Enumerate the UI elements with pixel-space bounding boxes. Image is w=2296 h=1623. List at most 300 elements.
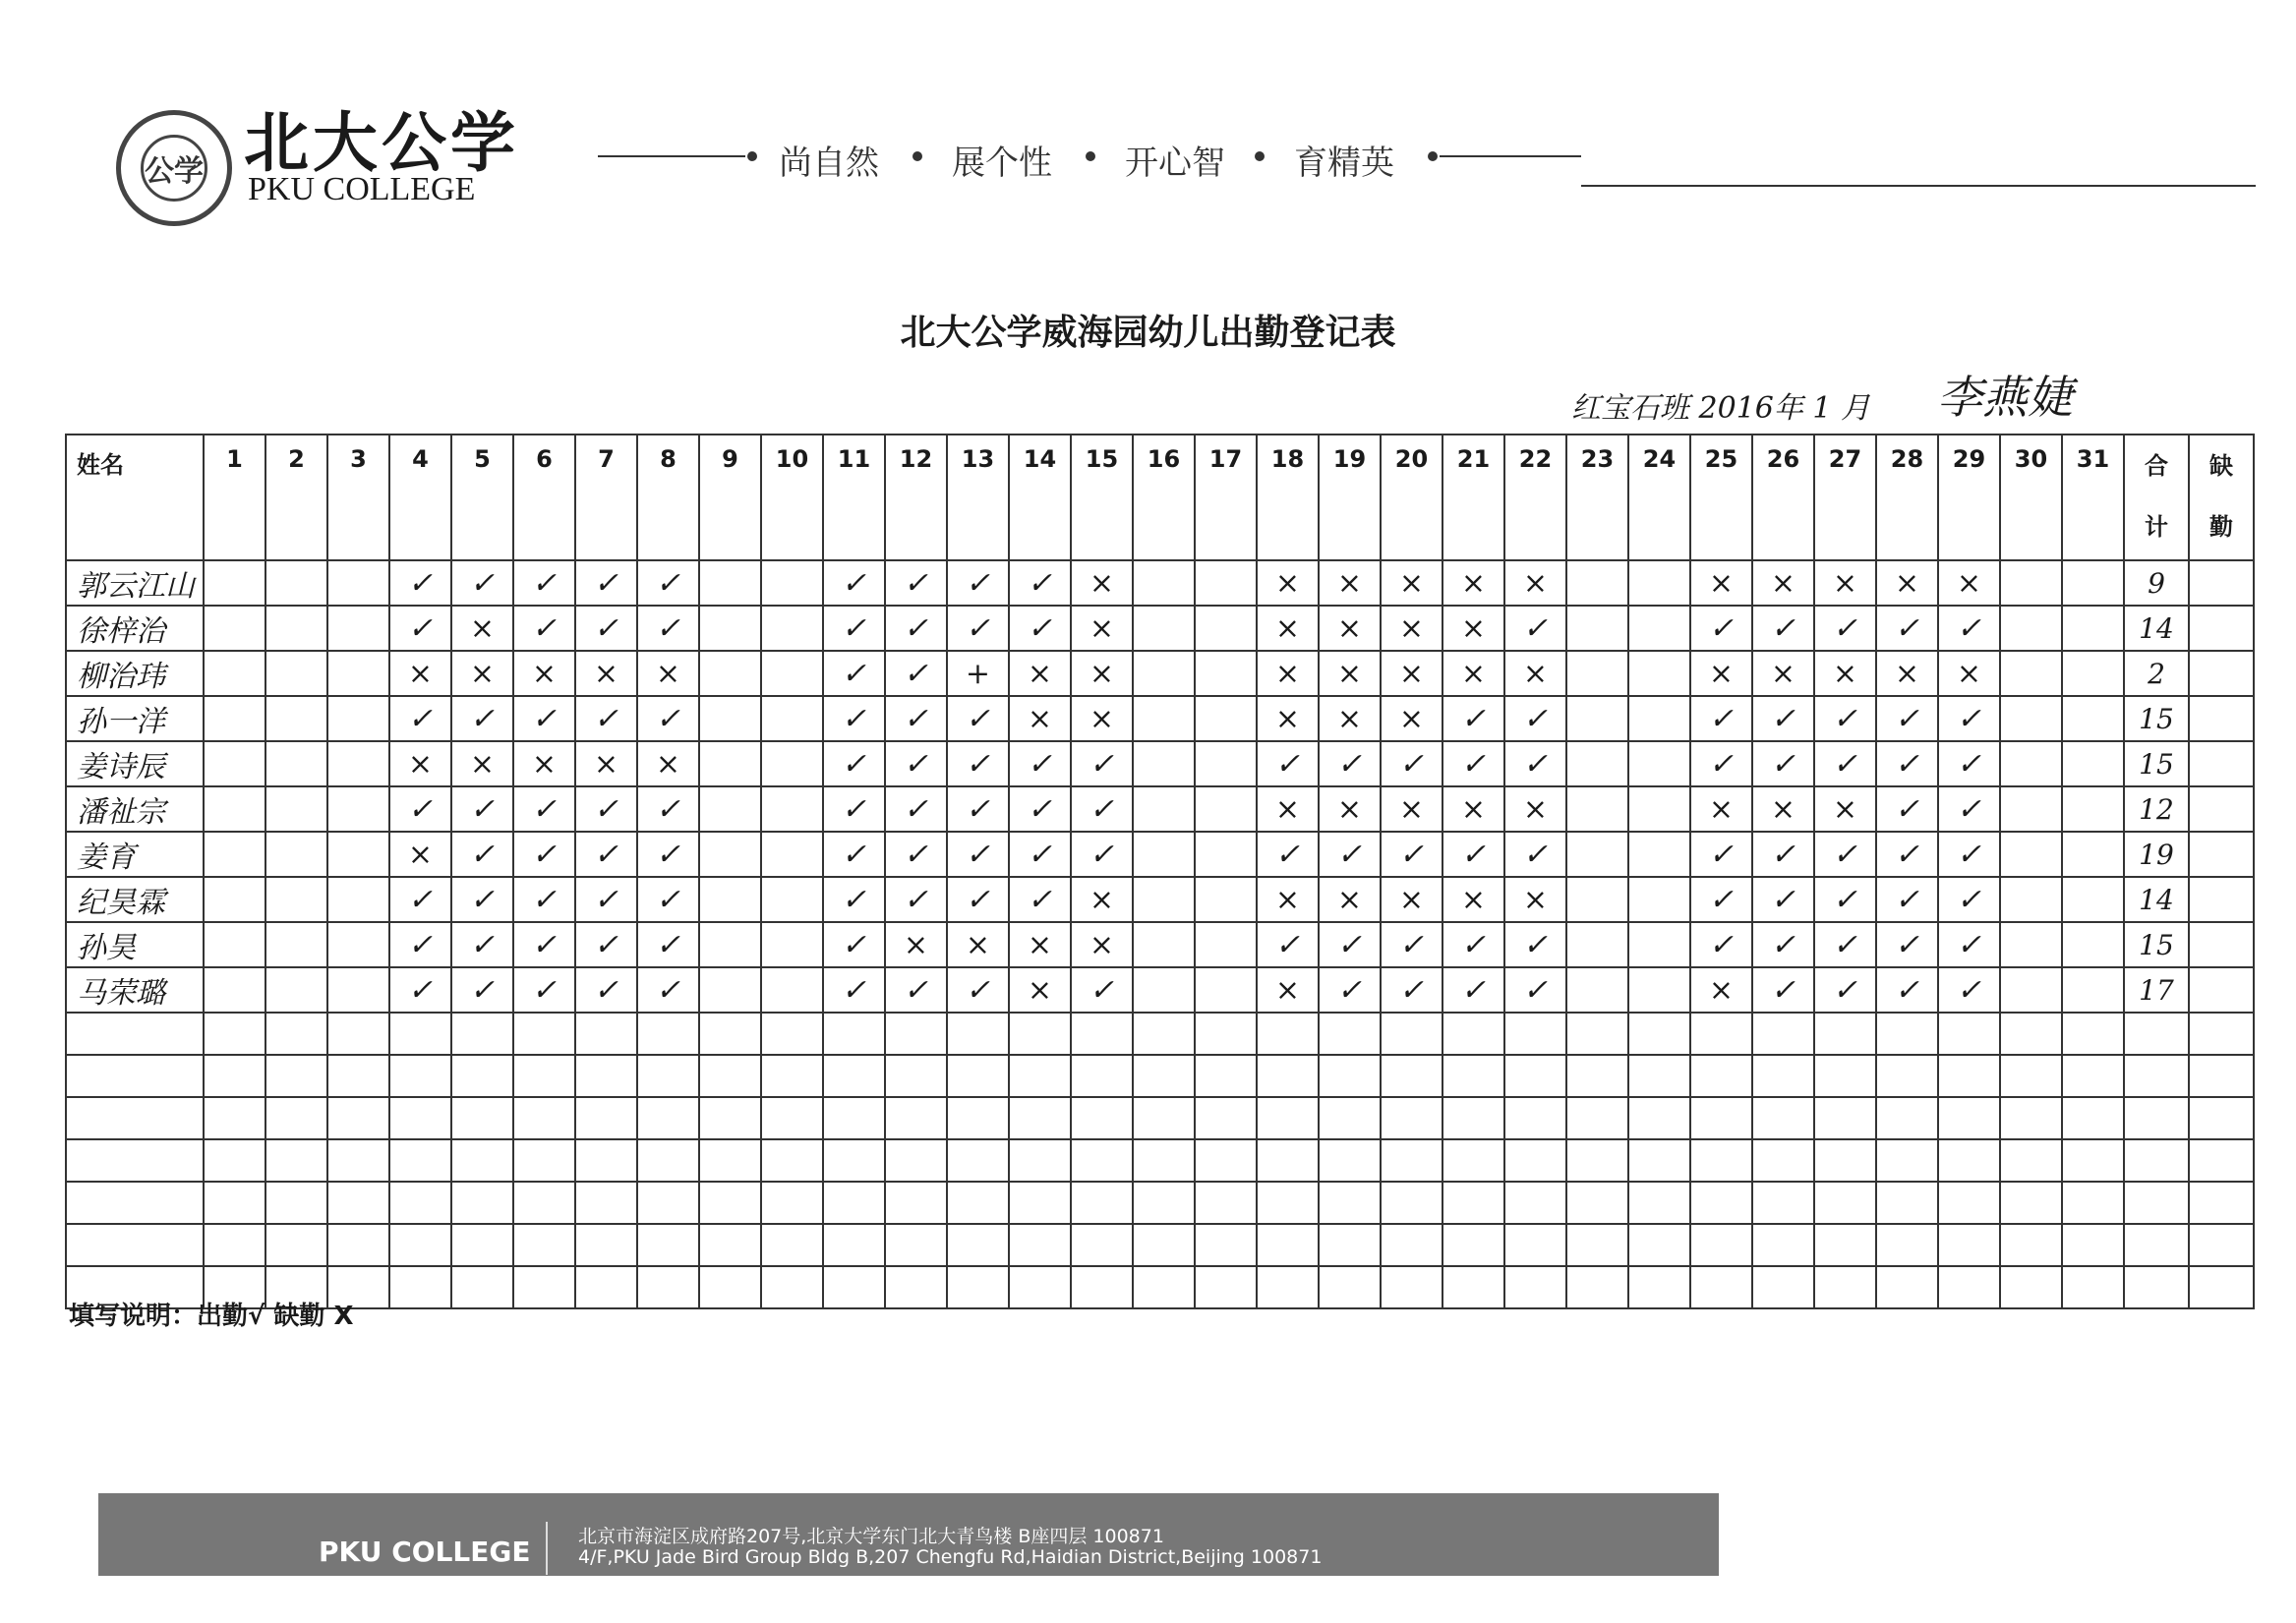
student-name: 郭云江山	[66, 560, 204, 606]
attendance-mark	[761, 696, 823, 741]
attendance-mark: ✓	[1442, 832, 1504, 877]
day-column-header: 19	[1319, 435, 1381, 560]
attendance-mark	[204, 786, 265, 832]
student-name: 孙昊	[66, 922, 204, 967]
attendance-mark	[1009, 1182, 1071, 1224]
attendance-mark	[1442, 1013, 1504, 1055]
day-column-header: 7	[575, 435, 637, 560]
attendance-mark: ✓	[1876, 877, 1938, 922]
attendance-mark: ✓	[1814, 696, 1876, 741]
attendance-mark	[2000, 1055, 2062, 1097]
attendance-mark	[761, 922, 823, 967]
attendance-mark	[637, 1182, 699, 1224]
day-column-header: 2	[265, 435, 327, 560]
attendance-total: 15	[2124, 922, 2189, 967]
day-column-header: 23	[1566, 435, 1628, 560]
attendance-mark: ×	[1009, 967, 1071, 1013]
attendance-mark	[1133, 1266, 1195, 1308]
attendance-mark	[1381, 1266, 1442, 1308]
attendance-total: 14	[2124, 606, 2189, 651]
attendance-mark	[1690, 1224, 1752, 1266]
student-name	[66, 1013, 204, 1055]
attendance-mark: ✓	[1257, 832, 1319, 877]
slogan-dot	[1086, 151, 1095, 161]
attendance-mark: ✓	[1442, 696, 1504, 741]
day-column-header: 27	[1814, 435, 1876, 560]
attendance-mark: ✓	[1814, 877, 1876, 922]
attendance-mark	[327, 696, 389, 741]
attendance-mark	[1814, 1266, 1876, 1308]
attendance-mark	[823, 1139, 885, 1182]
attendance-mark	[761, 1182, 823, 1224]
student-name	[66, 1139, 204, 1182]
attendance-mark	[1938, 1013, 2000, 1055]
attendance-mark	[1628, 560, 1690, 606]
attendance-mark	[1319, 1055, 1381, 1097]
attendance-mark	[2000, 1266, 2062, 1308]
attendance-mark	[2062, 651, 2124, 696]
attendance-mark	[1195, 560, 1257, 606]
attendance-mark: ✓	[947, 606, 1009, 651]
attendance-mark: ✓	[947, 967, 1009, 1013]
slogan-item: 尚自然	[779, 144, 879, 183]
attendance-mark: ×	[575, 651, 637, 696]
day-column-header: 20	[1381, 435, 1442, 560]
attendance-mark: ✓	[1071, 786, 1133, 832]
attendance-mark	[1876, 1097, 1938, 1139]
attendance-mark	[265, 560, 327, 606]
attendance-mark: ✓	[823, 741, 885, 786]
attendance-mark	[2062, 1224, 2124, 1266]
slogan-dot	[1428, 151, 1438, 161]
attendance-mark: ✓	[1381, 922, 1442, 967]
attendance-mark	[699, 741, 761, 786]
attendance-mark	[1071, 1097, 1133, 1139]
attendance-mark	[2000, 606, 2062, 651]
attendance-mark: ×	[1319, 606, 1381, 651]
attendance-mark	[1133, 877, 1195, 922]
absent-column-header-line: 缺	[2209, 452, 2233, 480]
attendance-mark	[1690, 1182, 1752, 1224]
attendance-mark	[1133, 651, 1195, 696]
absence-count	[2189, 1139, 2254, 1182]
attendance-mark: ✓	[1876, 696, 1938, 741]
attendance-mark	[1876, 1182, 1938, 1224]
attendance-mark	[575, 1139, 637, 1182]
day-column-header: 30	[2000, 435, 2062, 560]
attendance-mark: ✓	[513, 967, 575, 1013]
attendance-mark: ✓	[1690, 832, 1752, 877]
student-name: 潘祉宗	[66, 786, 204, 832]
attendance-mark	[1319, 1224, 1381, 1266]
attendance-mark	[885, 1013, 947, 1055]
attendance-mark: ✓	[575, 832, 637, 877]
attendance-mark	[1319, 1097, 1381, 1139]
attendance-mark: ✓	[1442, 741, 1504, 786]
attendance-mark	[699, 877, 761, 922]
total-column-header-line: 计	[2145, 513, 2168, 541]
attendance-mark	[761, 967, 823, 1013]
attendance-mark	[637, 1139, 699, 1182]
attendance-mark: ×	[1319, 786, 1381, 832]
attendance-mark	[204, 877, 265, 922]
attendance-mark: ✓	[513, 606, 575, 651]
attendance-mark	[1566, 741, 1628, 786]
attendance-mark: ×	[1257, 967, 1319, 1013]
slogan-dot	[747, 151, 757, 161]
attendance-mark	[699, 1266, 761, 1308]
attendance-total	[2124, 1013, 2189, 1055]
table-row	[66, 1055, 2254, 1097]
attendance-mark	[1504, 1224, 1566, 1266]
table-row	[66, 786, 2254, 832]
attendance-mark	[1381, 1182, 1442, 1224]
attendance-mark: ×	[1876, 560, 1938, 606]
absence-count	[2189, 1013, 2254, 1055]
attendance-mark: ✓	[885, 832, 947, 877]
day-column-header: 17	[1195, 435, 1257, 560]
attendance-mark	[761, 786, 823, 832]
attendance-mark	[885, 1055, 947, 1097]
attendance-mark	[204, 560, 265, 606]
attendance-mark	[1195, 967, 1257, 1013]
attendance-mark	[1133, 1139, 1195, 1182]
attendance-mark	[2062, 1013, 2124, 1055]
attendance-mark: ✓	[1504, 967, 1566, 1013]
table-row	[66, 741, 2254, 786]
day-column-header: 4	[389, 435, 451, 560]
attendance-mark: ✓	[1814, 606, 1876, 651]
attendance-mark	[1628, 741, 1690, 786]
table-row	[66, 1182, 2254, 1224]
attendance-mark	[1071, 1182, 1133, 1224]
attendance-mark: ✓	[947, 786, 1009, 832]
attendance-mark: ×	[1690, 967, 1752, 1013]
student-name: 马荣璐	[66, 967, 204, 1013]
attendance-mark: ✓	[1071, 832, 1133, 877]
attendance-mark	[1133, 741, 1195, 786]
attendance-mark: ×	[1381, 651, 1442, 696]
attendance-mark	[761, 741, 823, 786]
attendance-mark: ✓	[513, 832, 575, 877]
attendance-mark	[699, 832, 761, 877]
attendance-mark	[637, 1224, 699, 1266]
day-column-header: 18	[1257, 435, 1319, 560]
attendance-mark: ✓	[947, 877, 1009, 922]
attendance-mark	[451, 1182, 513, 1224]
attendance-mark	[1195, 786, 1257, 832]
attendance-mark	[327, 1182, 389, 1224]
attendance-mark	[2000, 877, 2062, 922]
attendance-mark	[327, 1013, 389, 1055]
attendance-mark: ×	[1071, 922, 1133, 967]
attendance-mark: ✓	[823, 786, 885, 832]
absent-column-header-line: 勤	[2209, 513, 2233, 541]
day-column-header: 10	[761, 435, 823, 560]
attendance-mark: ✓	[1504, 922, 1566, 967]
attendance-mark: ✓	[1938, 922, 2000, 967]
attendance-mark	[699, 560, 761, 606]
attendance-mark: ✓	[1690, 877, 1752, 922]
attendance-mark: ✓	[389, 560, 451, 606]
absence-count	[2189, 877, 2254, 922]
day-column-header: 21	[1442, 435, 1504, 560]
attendance-mark	[1195, 741, 1257, 786]
attendance-mark: ✓	[389, 786, 451, 832]
attendance-total: 12	[2124, 786, 2189, 832]
attendance-mark: ✓	[513, 922, 575, 967]
table-row	[66, 651, 2254, 696]
attendance-mark	[265, 606, 327, 651]
student-name: 纪昊霖	[66, 877, 204, 922]
attendance-mark	[2062, 1266, 2124, 1308]
attendance-mark: ×	[1690, 786, 1752, 832]
attendance-mark	[204, 1182, 265, 1224]
attendance-mark	[761, 606, 823, 651]
attendance-mark: ✓	[637, 832, 699, 877]
attendance-mark: ✓	[1381, 741, 1442, 786]
attendance-mark: ✓	[823, 922, 885, 967]
attendance-mark	[451, 1097, 513, 1139]
attendance-mark	[2000, 1013, 2062, 1055]
fill-instructions: 填写说明：出勤√ 缺勤 X	[69, 1302, 354, 1331]
attendance-total: 2	[2124, 651, 2189, 696]
attendance-mark: ✓	[1504, 832, 1566, 877]
attendance-mark	[1195, 1224, 1257, 1266]
attendance-mark	[699, 967, 761, 1013]
attendance-mark: ✓	[637, 967, 699, 1013]
attendance-mark: ✓	[885, 606, 947, 651]
attendance-mark	[327, 832, 389, 877]
attendance-mark: ✓	[1009, 832, 1071, 877]
attendance-mark	[2000, 696, 2062, 741]
attendance-mark: ×	[1319, 877, 1381, 922]
attendance-mark	[1876, 1224, 1938, 1266]
attendance-mark	[204, 696, 265, 741]
attendance-mark: ✓	[1752, 877, 1814, 922]
attendance-mark	[2000, 1139, 2062, 1182]
attendance-mark: ×	[1814, 560, 1876, 606]
attendance-mark	[1566, 1139, 1628, 1182]
attendance-mark: ×	[1876, 651, 1938, 696]
day-column-header: 28	[1876, 435, 1938, 560]
attendance-mark	[265, 1224, 327, 1266]
attendance-mark: ✓	[1752, 967, 1814, 1013]
attendance-mark: ✓	[1009, 786, 1071, 832]
attendance-mark	[637, 1013, 699, 1055]
attendance-mark	[1133, 922, 1195, 967]
attendance-mark	[1628, 877, 1690, 922]
attendance-mark	[2000, 922, 2062, 967]
attendance-total	[2124, 1097, 2189, 1139]
attendance-mark	[327, 922, 389, 967]
attendance-mark	[2000, 1224, 2062, 1266]
slogan-item: 展个性	[952, 144, 1052, 183]
attendance-mark: ✓	[823, 967, 885, 1013]
attendance-mark	[823, 1097, 885, 1139]
attendance-mark	[1628, 1224, 1690, 1266]
attendance-mark	[1814, 1097, 1876, 1139]
attendance-mark: ✓	[885, 877, 947, 922]
day-column-header: 11	[823, 435, 885, 560]
attendance-mark	[1566, 832, 1628, 877]
slogan-dot	[913, 151, 922, 161]
attendance-mark: ×	[1442, 560, 1504, 606]
attendance-mark: ✓	[1257, 741, 1319, 786]
attendance-mark: ×	[389, 651, 451, 696]
attendance-mark	[2062, 1139, 2124, 1182]
attendance-mark: ✓	[389, 696, 451, 741]
attendance-mark	[265, 922, 327, 967]
attendance-mark	[1628, 1013, 1690, 1055]
attendance-mark	[823, 1266, 885, 1308]
attendance-total	[2124, 1139, 2189, 1182]
attendance-mark: ✓	[1938, 967, 2000, 1013]
attendance-mark: ×	[947, 922, 1009, 967]
day-column-header: 14	[1009, 435, 1071, 560]
attendance-mark: ✓	[1752, 696, 1814, 741]
attendance-mark	[1133, 560, 1195, 606]
attendance-mark	[1752, 1013, 1814, 1055]
attendance-mark	[1504, 1139, 1566, 1182]
day-column-header: 5	[451, 435, 513, 560]
attendance-mark: ×	[389, 832, 451, 877]
attendance-mark	[1442, 1139, 1504, 1182]
attendance-mark	[1257, 1266, 1319, 1308]
attendance-mark: ×	[575, 741, 637, 786]
attendance-mark: ✓	[513, 560, 575, 606]
attendance-mark: ✓	[1876, 786, 1938, 832]
attendance-mark: ✓	[1752, 741, 1814, 786]
attendance-mark	[265, 696, 327, 741]
student-name	[66, 1224, 204, 1266]
attendance-mark	[389, 1266, 451, 1308]
attendance-mark	[1814, 1224, 1876, 1266]
attendance-mark	[389, 1182, 451, 1224]
table-row	[66, 1013, 2254, 1055]
attendance-mark: ✓	[1381, 967, 1442, 1013]
attendance-mark	[1195, 877, 1257, 922]
attendance-mark: ×	[1381, 877, 1442, 922]
absence-count	[2189, 560, 2254, 606]
attendance-mark	[204, 1055, 265, 1097]
day-column-header: 3	[327, 435, 389, 560]
attendance-mark	[2000, 1182, 2062, 1224]
absence-count	[2189, 651, 2254, 696]
attendance-mark: ✓	[451, 877, 513, 922]
attendance-mark: ✓	[1690, 922, 1752, 967]
attendance-mark: ✓	[637, 560, 699, 606]
attendance-mark: +	[947, 651, 1009, 696]
attendance-total: 9	[2124, 560, 2189, 606]
attendance-mark	[699, 696, 761, 741]
attendance-total: 15	[2124, 741, 2189, 786]
attendance-mark	[823, 1224, 885, 1266]
attendance-mark: ✓	[947, 741, 1009, 786]
attendance-mark: ✓	[1938, 741, 2000, 786]
attendance-mark	[885, 1224, 947, 1266]
attendance-mark	[2062, 877, 2124, 922]
student-name	[66, 1055, 204, 1097]
attendance-mark	[513, 1182, 575, 1224]
attendance-mark	[1133, 1097, 1195, 1139]
attendance-mark: ×	[1814, 651, 1876, 696]
attendance-mark	[265, 1097, 327, 1139]
attendance-mark	[2000, 651, 2062, 696]
attendance-mark	[575, 1055, 637, 1097]
student-name: 姜育	[66, 832, 204, 877]
slogan-dot	[1255, 151, 1265, 161]
attendance-mark	[575, 1266, 637, 1308]
attendance-mark	[204, 967, 265, 1013]
attendance-mark	[389, 1139, 451, 1182]
attendance-mark	[2062, 967, 2124, 1013]
attendance-mark	[947, 1266, 1009, 1308]
attendance-mark: ×	[1381, 560, 1442, 606]
attendance-mark: ✓	[1442, 967, 1504, 1013]
attendance-mark	[265, 1055, 327, 1097]
attendance-mark	[2062, 832, 2124, 877]
attendance-mark	[389, 1013, 451, 1055]
attendance-mark: ×	[1938, 560, 2000, 606]
attendance-mark	[1566, 1182, 1628, 1224]
attendance-mark	[1628, 832, 1690, 877]
attendance-mark: ✓	[389, 877, 451, 922]
attendance-mark	[1319, 1013, 1381, 1055]
attendance-mark	[1690, 1055, 1752, 1097]
attendance-mark	[761, 1224, 823, 1266]
attendance-mark	[327, 560, 389, 606]
attendance-mark	[761, 1097, 823, 1139]
attendance-mark: ×	[513, 741, 575, 786]
attendance-mark	[2062, 560, 2124, 606]
attendance-mark: ×	[1319, 560, 1381, 606]
absence-count	[2189, 696, 2254, 741]
attendance-mark	[204, 922, 265, 967]
attendance-mark	[513, 1013, 575, 1055]
attendance-mark	[1566, 1097, 1628, 1139]
total-column-header-line: 合	[2145, 452, 2168, 480]
absence-count	[2189, 1182, 2254, 1224]
attendance-mark: ✓	[885, 967, 947, 1013]
attendance-mark: ×	[389, 741, 451, 786]
attendance-mark	[1381, 1097, 1442, 1139]
day-column-header: 13	[947, 435, 1009, 560]
attendance-mark	[1195, 1266, 1257, 1308]
footer-brand: PKU COLLEGE	[319, 1536, 531, 1568]
attendance-mark: ✓	[389, 922, 451, 967]
attendance-mark	[947, 1139, 1009, 1182]
attendance-mark: ✓	[1319, 922, 1381, 967]
footer-address-cn: 北京市海淀区成府路207号,北京大学东门北大青鸟楼 B座四层 100871	[578, 1526, 1164, 1547]
attendance-mark: ✓	[575, 560, 637, 606]
attendance-mark: ✓	[637, 696, 699, 741]
attendance-mark	[1566, 606, 1628, 651]
attendance-mark	[637, 1097, 699, 1139]
attendance-mark	[1009, 1139, 1071, 1182]
attendance-mark: ✓	[575, 967, 637, 1013]
attendance-mark	[575, 1097, 637, 1139]
attendance-mark	[1628, 967, 1690, 1013]
attendance-mark: ×	[1071, 877, 1133, 922]
attendance-mark	[1876, 1139, 1938, 1182]
attendance-mark: ×	[1381, 606, 1442, 651]
attendance-mark	[699, 1224, 761, 1266]
attendance-mark	[699, 606, 761, 651]
attendance-mark	[265, 1139, 327, 1182]
attendance-mark: ✓	[451, 832, 513, 877]
absence-count	[2189, 1224, 2254, 1266]
